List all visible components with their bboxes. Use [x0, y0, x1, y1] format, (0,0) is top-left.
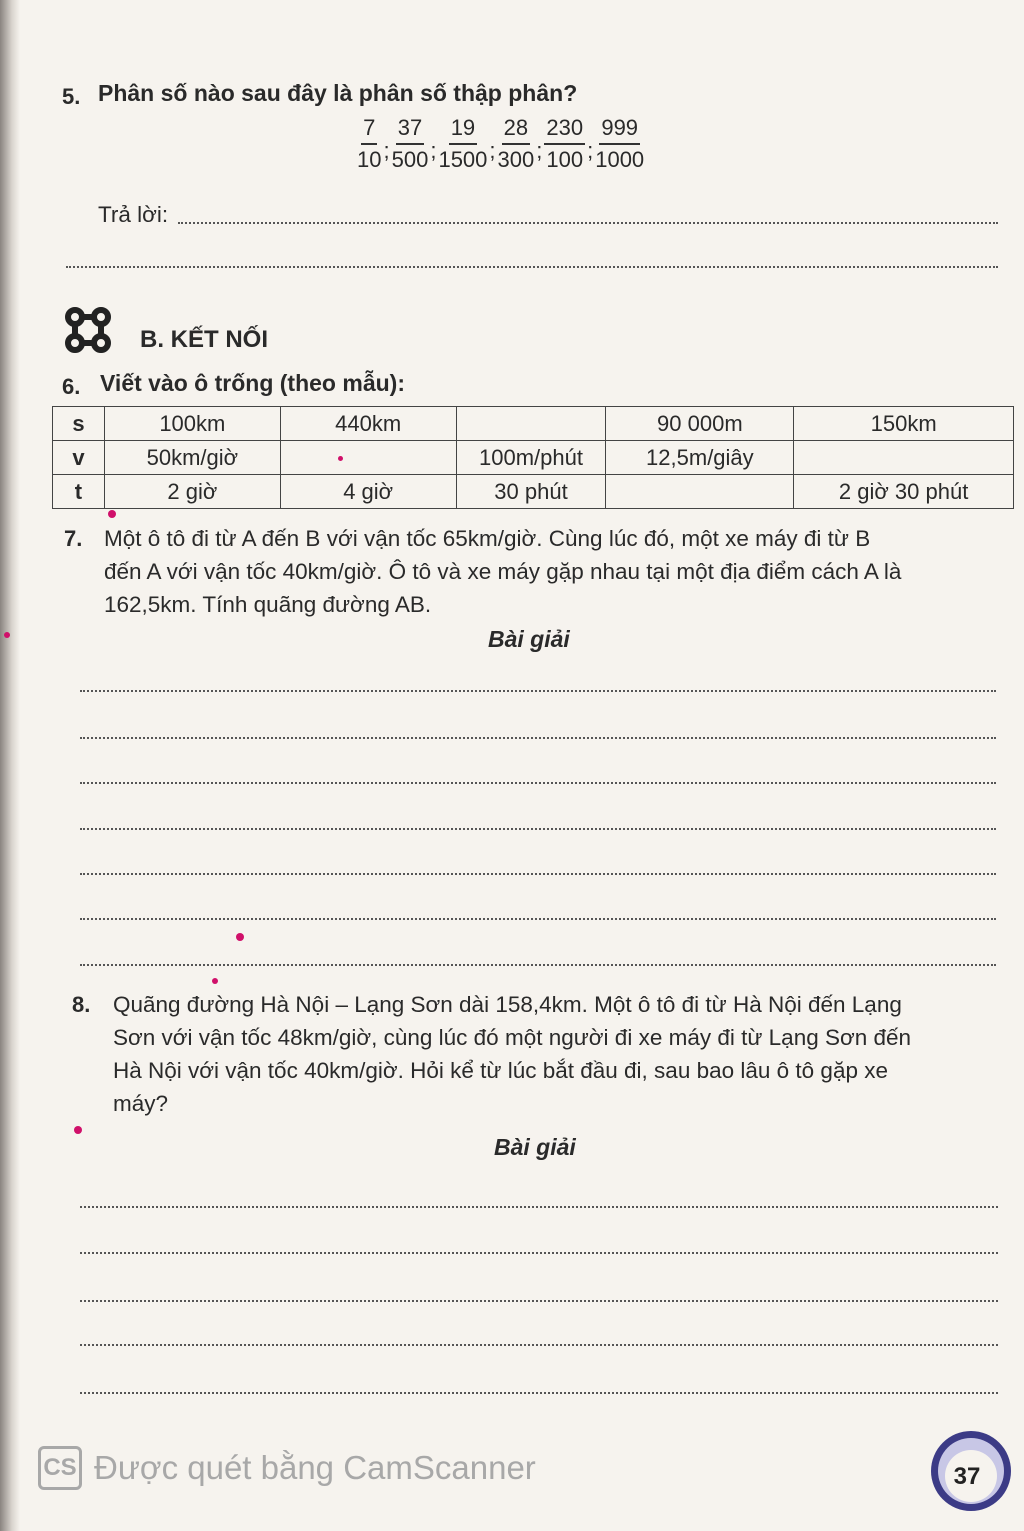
pink-mark	[4, 632, 10, 638]
answer-line[interactable]	[80, 782, 996, 784]
table-cell: 90 000m	[606, 407, 794, 441]
table-cell: 4 giờ	[280, 475, 456, 509]
pink-mark	[236, 933, 244, 941]
question-number: 8.	[72, 992, 91, 1017]
answer-line[interactable]	[80, 1252, 998, 1254]
table-cell: 150km	[794, 407, 1014, 441]
pink-mark	[338, 456, 343, 461]
table-cell: 50km/giờ	[104, 441, 280, 475]
answer-line[interactable]	[80, 873, 996, 875]
row-label: v	[53, 441, 105, 475]
answer-label: Trả lời:	[98, 202, 169, 227]
fraction: $\frac{7}{10}$	[357, 115, 382, 172]
solution-label: Bài giải	[488, 626, 570, 652]
table-cell[interactable]	[456, 407, 606, 441]
table-cell: 440km	[280, 407, 456, 441]
fraction: $\frac{19}{1500}$	[438, 115, 488, 172]
table-row	[53, 441, 1014, 475]
speed-table	[52, 406, 1014, 509]
scanner-watermark	[38, 1446, 536, 1490]
table-cell: 2 giờ	[104, 475, 280, 509]
question-text: Một ô tô đi từ A đến B với vận tốc 65km/giờ. Cùng lúc đó, một xe máy đi từ B đến A với vận tốc 40km/giờ. Ô tô và xe máy gặp nhau tại một địa điểm cách A là 162,5km. Tính quãng đường AB.	[104, 526, 902, 617]
answer-line[interactable]	[80, 737, 996, 739]
question-title: Phân số nào sau đây là phân số thập phân?	[98, 80, 578, 106]
table-cell: 100m/phút	[456, 441, 606, 475]
table-cell[interactable]	[280, 441, 456, 475]
answer-line[interactable]	[80, 964, 996, 966]
watermark-text: Được quét bằng CamScanner	[94, 1449, 536, 1486]
table-cell: 12,5m/giây	[606, 441, 794, 475]
fraction: $\frac{37}{500}$	[391, 115, 429, 172]
answer-line[interactable]	[80, 1300, 998, 1302]
answer-line[interactable]	[80, 1392, 998, 1394]
answer-line[interactable]	[80, 918, 996, 920]
fraction: $\frac{230}{100}$	[546, 115, 584, 172]
row-label: t	[53, 475, 105, 509]
page-number: 37	[953, 1463, 981, 1490]
table-row	[53, 475, 1014, 509]
answer-line[interactable]	[80, 1344, 998, 1346]
answer-line[interactable]	[178, 222, 998, 224]
answer-line[interactable]	[80, 690, 996, 692]
question-text: Quãng đường Hà Nội – Lạng Sơn dài 158,4km. Một ô tô đi từ Hà Nội đến Lạng Sơn với vận tốc 48km/giờ, cùng lúc đó một người đi xe máy đi từ Lạng Sơn đến Hà Nội với vận tốc 40km/giờ. Hỏi kể từ lúc bắt đầu đi, sau bao lâu ô tô gặp xe máy?	[113, 992, 912, 1116]
table-cell: 100km	[104, 407, 280, 441]
page-edge-shadow	[0, 0, 20, 1531]
pink-mark	[212, 978, 218, 984]
solution-label: Bài giải	[494, 1134, 576, 1160]
question-title: Viết vào ô trống (theo mẫu):	[100, 370, 405, 396]
table-cell: 30 phút	[456, 475, 606, 509]
fraction: $\frac{28}{300}$	[497, 115, 535, 172]
answer-line[interactable]	[66, 266, 998, 268]
table-cell: 2 giờ 30 phút	[794, 475, 1014, 509]
answer-line[interactable]	[80, 1206, 998, 1208]
table-cell[interactable]	[794, 441, 1014, 475]
fraction-list: $\frac{7}{10}$ ; $\frac{37}{500}$ ; $\frac{19}{1500}$ ; $\frac{28}{300}$ ; $\frac{230}{100}$ ; $\frac{999}{1000}$	[357, 115, 645, 172]
camscanner-logo-icon: CS	[38, 1446, 82, 1490]
row-label: s	[53, 407, 105, 441]
question-number: 7.	[64, 526, 83, 551]
pink-mark	[108, 510, 116, 518]
table-row	[53, 407, 1014, 441]
answer-line[interactable]	[80, 828, 996, 830]
table-cell[interactable]	[606, 475, 794, 509]
question-number: 6.	[62, 374, 81, 399]
section-title: B. KẾT NỐI	[140, 326, 269, 353]
question-number: 5.	[62, 84, 81, 109]
pink-mark	[74, 1126, 82, 1134]
command-icon	[64, 306, 112, 354]
fraction: $\frac{999}{1000}$	[595, 115, 645, 172]
